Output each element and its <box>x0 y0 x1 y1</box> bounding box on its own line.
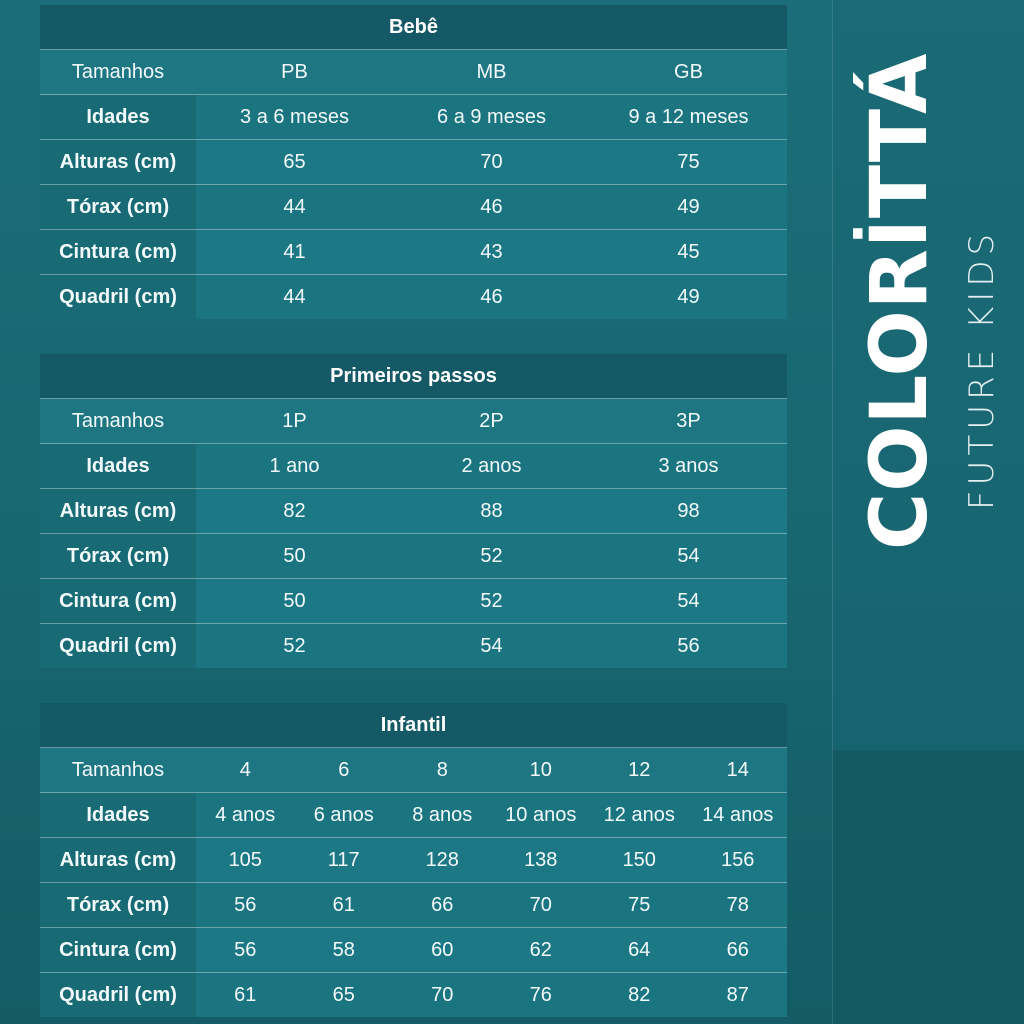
table-title: Bebê <box>40 5 787 49</box>
table-cell: 3 anos <box>590 444 787 489</box>
table-cell: 8 <box>393 748 492 793</box>
brand-name: COLORİTTÁ <box>855 52 945 550</box>
table-row <box>40 140 787 185</box>
table-cell: 56 <box>196 883 295 928</box>
table-row <box>40 444 787 489</box>
table-cell: 50 <box>196 534 393 579</box>
size-table-bebe <box>40 5 787 319</box>
row-label: Tórax (cm) <box>40 185 196 230</box>
size-table <box>40 398 787 668</box>
table-cell: 4 anos <box>196 793 295 838</box>
table-cell: GB <box>590 50 787 95</box>
row-label: Cintura (cm) <box>40 928 196 973</box>
table-cell: 75 <box>590 883 689 928</box>
table-header-row <box>40 50 787 95</box>
row-label: Tamanhos <box>40 50 196 95</box>
table-row <box>40 973 787 1018</box>
table-row <box>40 275 787 320</box>
row-label: Cintura (cm) <box>40 230 196 275</box>
table-cell: 150 <box>590 838 689 883</box>
row-label: Idades <box>40 444 196 489</box>
row-label: Tórax (cm) <box>40 534 196 579</box>
table-cell: 44 <box>196 185 393 230</box>
table-row <box>40 230 787 275</box>
table-cell: 138 <box>492 838 591 883</box>
table-cell: 9 a 12 meses <box>590 95 787 140</box>
table-header-row <box>40 748 787 793</box>
row-label: Quadril (cm) <box>40 973 196 1018</box>
row-label: Alturas (cm) <box>40 838 196 883</box>
table-cell: 64 <box>590 928 689 973</box>
size-table <box>40 49 787 319</box>
table-cell: 60 <box>393 928 492 973</box>
table-cell: PB <box>196 50 393 95</box>
table-cell: MB <box>393 50 590 95</box>
table-cell: 62 <box>492 928 591 973</box>
table-cell: 58 <box>295 928 394 973</box>
table-cell: 88 <box>393 489 590 534</box>
table-cell: 128 <box>393 838 492 883</box>
table-cell: 78 <box>689 883 788 928</box>
row-label: Idades <box>40 793 196 838</box>
table-cell: 117 <box>295 838 394 883</box>
table-title: Primeiros passos <box>40 354 787 398</box>
table-cell: 52 <box>393 534 590 579</box>
row-label: Idades <box>40 95 196 140</box>
size-table-infantil <box>40 703 787 1017</box>
table-row <box>40 624 787 669</box>
table-cell: 6 anos <box>295 793 394 838</box>
table-cell: 12 anos <box>590 793 689 838</box>
table-cell: 49 <box>590 185 787 230</box>
table-cell: 41 <box>196 230 393 275</box>
row-label: Tórax (cm) <box>40 883 196 928</box>
table-cell: 54 <box>590 579 787 624</box>
table-cell: 4 <box>196 748 295 793</box>
row-label: Cintura (cm) <box>40 579 196 624</box>
table-cell: 105 <box>196 838 295 883</box>
table-row <box>40 579 787 624</box>
table-cell: 2 anos <box>393 444 590 489</box>
brand-panel-bottom <box>832 750 1024 1024</box>
row-label: Tamanhos <box>40 748 196 793</box>
table-cell: 44 <box>196 275 393 320</box>
table-cell: 52 <box>393 579 590 624</box>
table-cell: 70 <box>393 140 590 185</box>
row-label: Alturas (cm) <box>40 140 196 185</box>
table-cell: 66 <box>393 883 492 928</box>
table-cell: 1P <box>196 399 393 444</box>
table-cell: 50 <box>196 579 393 624</box>
table-cell: 14 anos <box>689 793 788 838</box>
brand-logo <box>855 50 1010 550</box>
row-label: Alturas (cm) <box>40 489 196 534</box>
table-cell: 49 <box>590 275 787 320</box>
size-table-primeiros-passos <box>40 354 787 668</box>
divider <box>832 0 833 1024</box>
table-cell: 6 <box>295 748 394 793</box>
table-cell: 14 <box>689 748 788 793</box>
table-cell: 82 <box>196 489 393 534</box>
table-row <box>40 489 787 534</box>
table-row <box>40 185 787 230</box>
table-cell: 61 <box>295 883 394 928</box>
table-row <box>40 883 787 928</box>
size-table <box>40 747 787 1017</box>
table-cell: 8 anos <box>393 793 492 838</box>
table-cell: 65 <box>295 973 394 1018</box>
table-cell: 6 a 9 meses <box>393 95 590 140</box>
table-cell: 98 <box>590 489 787 534</box>
table-cell: 46 <box>393 185 590 230</box>
table-row <box>40 838 787 883</box>
table-cell: 156 <box>689 838 788 883</box>
table-cell: 54 <box>590 534 787 579</box>
table-cell: 3P <box>590 399 787 444</box>
table-cell: 2P <box>393 399 590 444</box>
table-cell: 10 <box>492 748 591 793</box>
table-cell: 70 <box>492 883 591 928</box>
table-cell: 12 <box>590 748 689 793</box>
table-cell: 70 <box>393 973 492 1018</box>
table-row <box>40 793 787 838</box>
table-cell: 75 <box>590 140 787 185</box>
table-cell: 61 <box>196 973 295 1018</box>
row-label: Tamanhos <box>40 399 196 444</box>
row-label: Quadril (cm) <box>40 624 196 669</box>
table-row <box>40 928 787 973</box>
row-label: Quadril (cm) <box>40 275 196 320</box>
table-cell: 56 <box>590 624 787 669</box>
table-cell: 46 <box>393 275 590 320</box>
table-row <box>40 534 787 579</box>
brand-subtitle: FUTURE KIDS <box>962 228 1002 510</box>
table-row <box>40 95 787 140</box>
table-cell: 3 a 6 meses <box>196 95 393 140</box>
table-cell: 82 <box>590 973 689 1018</box>
table-cell: 87 <box>689 973 788 1018</box>
table-cell: 43 <box>393 230 590 275</box>
table-cell: 54 <box>393 624 590 669</box>
table-header-row <box>40 399 787 444</box>
table-cell: 10 anos <box>492 793 591 838</box>
table-cell: 66 <box>689 928 788 973</box>
table-cell: 65 <box>196 140 393 185</box>
table-cell: 52 <box>196 624 393 669</box>
table-cell: 76 <box>492 973 591 1018</box>
table-title: Infantil <box>40 703 787 747</box>
table-cell: 56 <box>196 928 295 973</box>
table-cell: 45 <box>590 230 787 275</box>
table-cell: 1 ano <box>196 444 393 489</box>
